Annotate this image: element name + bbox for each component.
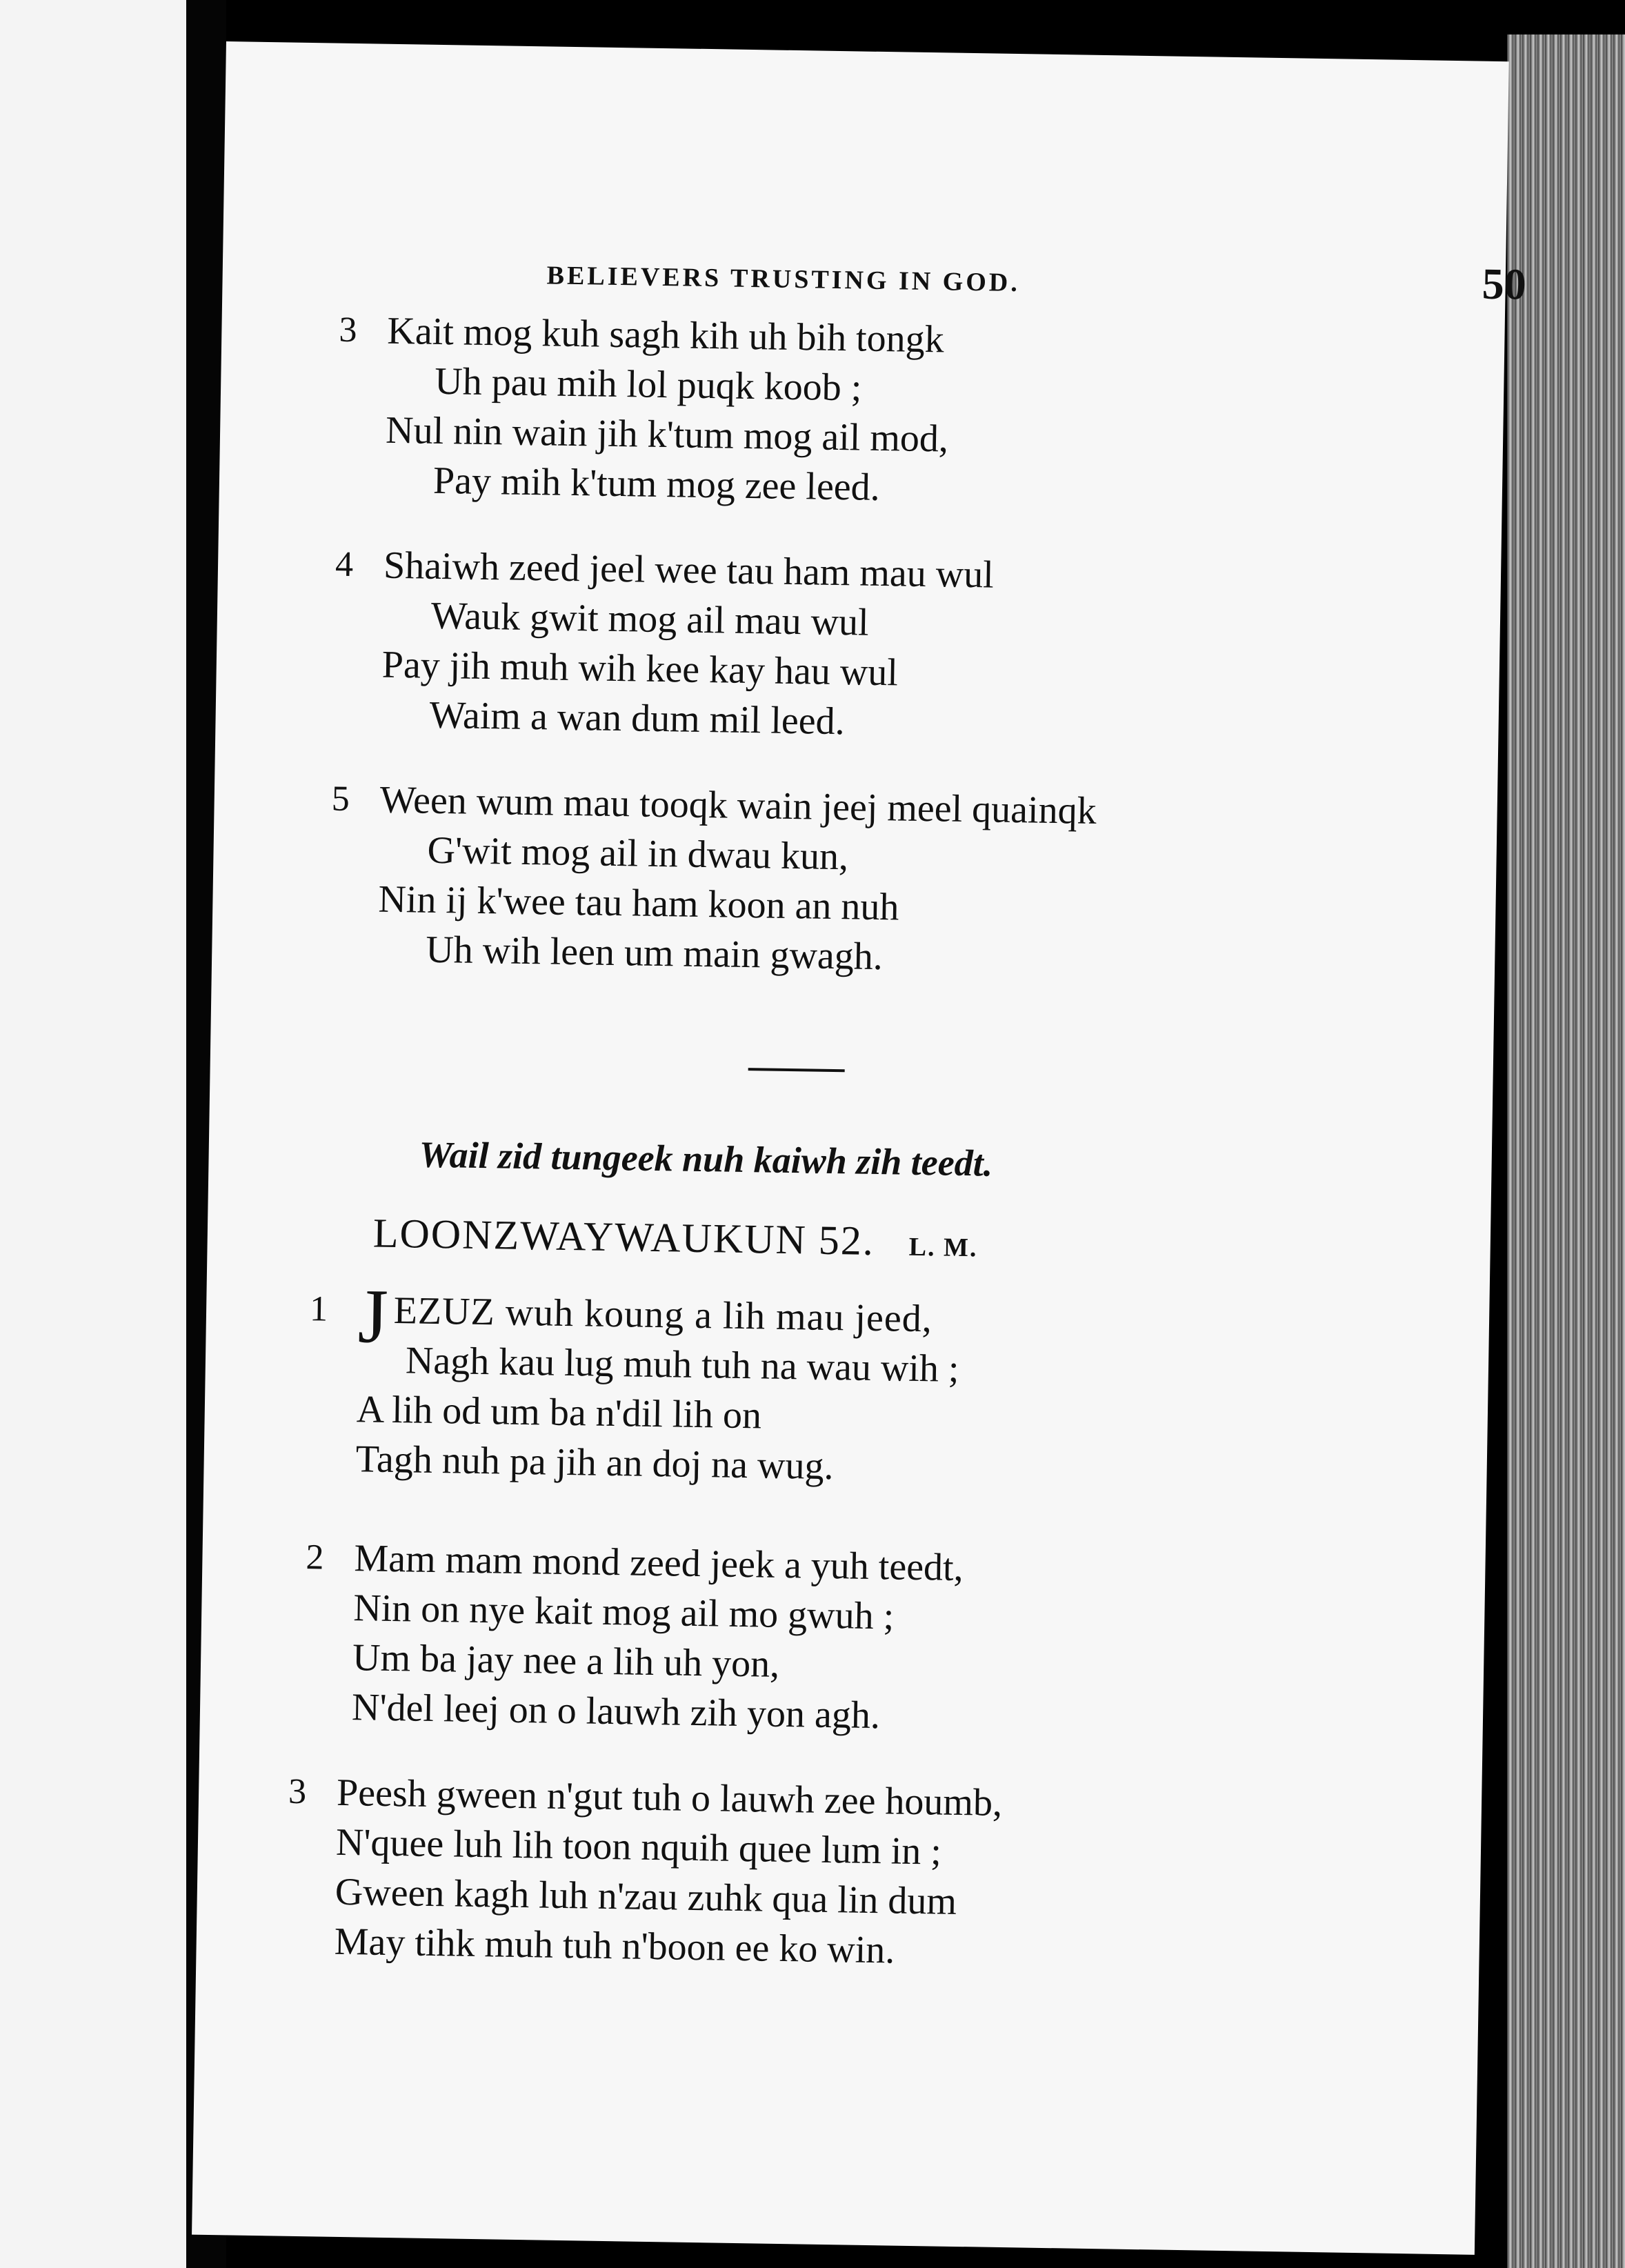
hymn-title: LOONZWAYWAUKUN 52.	[372, 1210, 875, 1264]
verse-line: Ween wum mau tooqk wain jeej meel quainqk	[379, 778, 1097, 833]
verse-line: Waim a wan dum mil leed.	[429, 693, 846, 744]
verse-line: Nin ij k'wee tau ham koon an nuh	[378, 877, 899, 929]
verse-line: Nagh kau lug muh tuh na wau wih ;	[405, 1339, 959, 1391]
stanza-5-top	[331, 775, 1097, 985]
verse-line: G'wit mog ail in dwau kun,	[427, 828, 849, 879]
running-title: BELIEVERS TRUSTING IN GOD.	[546, 261, 1021, 298]
hymn-stanza-3	[288, 1768, 1003, 1977]
verse-line: May tihk muh tuh n'boon ee ko win.	[334, 1920, 895, 1972]
running-head	[546, 243, 1526, 310]
verse-line: Nin on nye kait mog ail mo gwuh ;	[352, 1586, 895, 1638]
page-number: 50	[1482, 259, 1527, 309]
stanza-number: 3	[288, 1771, 307, 1812]
verse-line: Pay mih k'tum mog zee leed.	[432, 459, 881, 509]
stanza-number: 3	[339, 310, 357, 350]
book-page	[192, 41, 1527, 2255]
verse-line: Um ba jay nee a lih uh yon,	[352, 1636, 780, 1686]
hymn-stanza-2	[306, 1533, 964, 1742]
section-divider	[748, 1068, 845, 1072]
drop-cap: J	[357, 1273, 389, 1360]
verse-line-first	[357, 1273, 961, 1360]
hymn-stanza-1	[309, 1273, 960, 1493]
verse-line: Mam mam mond zeed jeek a yuh teedt,	[353, 1537, 964, 1590]
verse-line: Uh wih leen um main gwagh.	[425, 928, 884, 979]
stanza-number: 4	[335, 544, 354, 584]
verse-line: Pay jih muh wih kee kay hau wul	[381, 643, 899, 695]
verse-line: N'quee luh lih toon nquih quee lum in ;	[335, 1820, 942, 1873]
hymn-heading	[372, 1210, 978, 1267]
verse-line: Peesh gween n'gut tuh o lauwh zee houmb,	[336, 1771, 1003, 1824]
verse-line: Kait mog kuh sagh kih uh bih tongk	[386, 309, 945, 361]
stanza-number: 5	[331, 779, 350, 819]
stanza-4-top	[335, 541, 995, 749]
verse-line: Nul nin wain jih k'tum mog ail mod,	[385, 408, 949, 461]
hymn-meter: L. M.	[908, 1232, 978, 1263]
hymn-subtitle: Wail zid tungeek nuh kaiwh zih teedt.	[419, 1133, 993, 1184]
verse-line: Tagh nuh pa jih an doj na wug.	[355, 1438, 834, 1489]
facing-page	[0, 0, 186, 2268]
stanza-number: 2	[306, 1538, 324, 1578]
verse-line: A lih od um ba n'dil lih on	[356, 1388, 762, 1438]
verse-line: Shaiwh zeed jeel wee tau ham mau wul	[383, 544, 995, 597]
verse-line: EZUZ wuh koung a lih mau jeed,	[393, 1289, 933, 1341]
stanza-3-top	[339, 306, 950, 514]
stanza-number: 1	[309, 1289, 328, 1329]
page-edges	[1507, 34, 1625, 2268]
verse-line: N'del leej on o lauwh zih yon agh.	[351, 1686, 881, 1738]
verse-line: Uh pau mih lol puqk koob ;	[434, 359, 862, 410]
verse-line: Wauk gwit mog ail mau wul	[430, 594, 870, 644]
verse-line: Gween kagh luh n'zau zuhk qua lin dum	[335, 1870, 957, 1923]
